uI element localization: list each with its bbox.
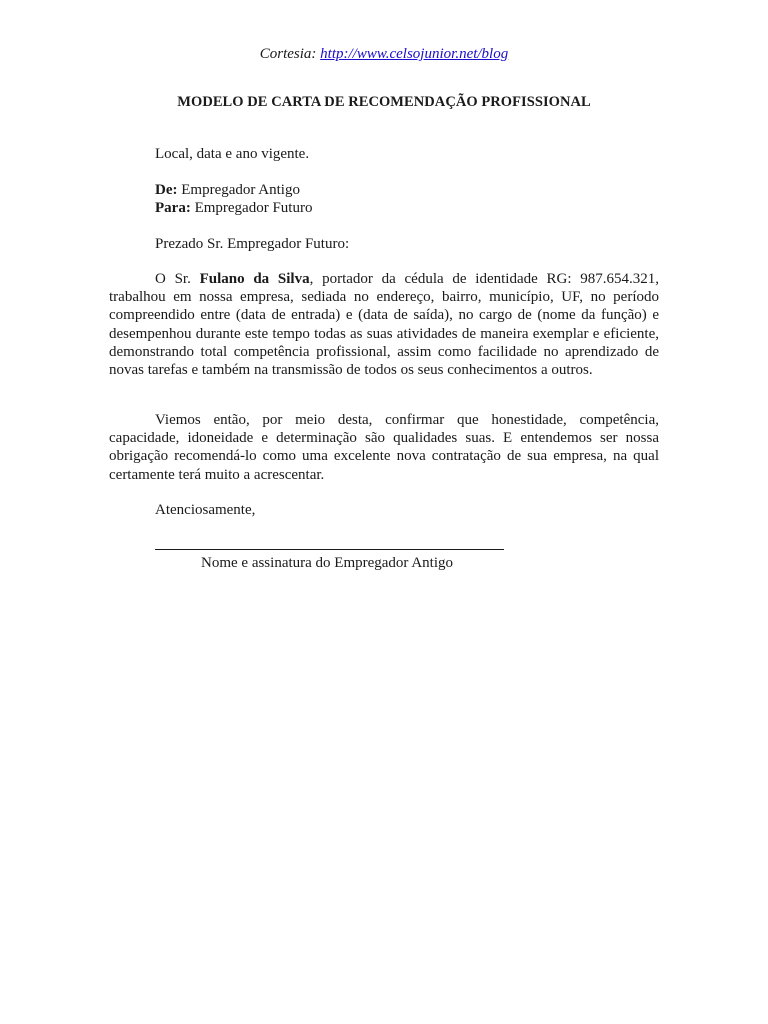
salutation: Prezado Sr. Empregador Futuro: xyxy=(155,236,350,252)
paragraph-employment xyxy=(109,270,659,379)
from-label: De: xyxy=(155,182,178,198)
paragraph-recommendation: Viemos então, por meio desta, confirmar que honestidade, competência, capacidade, idoneidade e determinação são qualidades suas. E entendemos ser nossa obrigação recomendá-lo como uma excelente nova contratação de sua empresa, na qual certamente terá muito a acrescentar. xyxy=(109,412,659,483)
from-value: Empregador Antigo xyxy=(181,182,300,198)
document-title: MODELO DE CARTA DE RECOMENDAÇÃO PROFISSIONAL xyxy=(177,94,591,110)
paragraph1-prefix: O Sr. xyxy=(155,271,200,287)
signature-caption: Nome e assinatura do Empregador Antigo xyxy=(201,555,454,571)
blog-link[interactable]: http://www.celsojunior.net/blog xyxy=(320,46,509,62)
to-line xyxy=(155,199,312,217)
courtesy-label: Cortesia: xyxy=(259,46,317,62)
place-date: Local, data e ano vigente. xyxy=(155,146,310,162)
closing: Atenciosamente, xyxy=(155,502,256,518)
from-line xyxy=(155,181,300,199)
courtesy-line xyxy=(0,45,768,63)
signature-line xyxy=(155,537,504,550)
to-label: Para: xyxy=(155,200,191,216)
to-value: Empregador Futuro xyxy=(194,200,313,216)
paragraph1-text: , portador da cédula de identidade RG: 987.654.321, trabalhou em nossa empresa, sediada no endereço, bairro, município, UF, no período compreendido entre (data de entrada) e (data de saída), no cargo de (nome da função) e desempenhou durante este tempo todas as suas atividades de maneira exemplar e eficiente, demonstrando total competência profissional, assim como facilidade no aprendizado de novas tarefas e também na transmissão de todos os seus conhecimentos a outros. xyxy=(109,271,659,379)
employee-name: Fulano da Silva xyxy=(199,271,310,287)
